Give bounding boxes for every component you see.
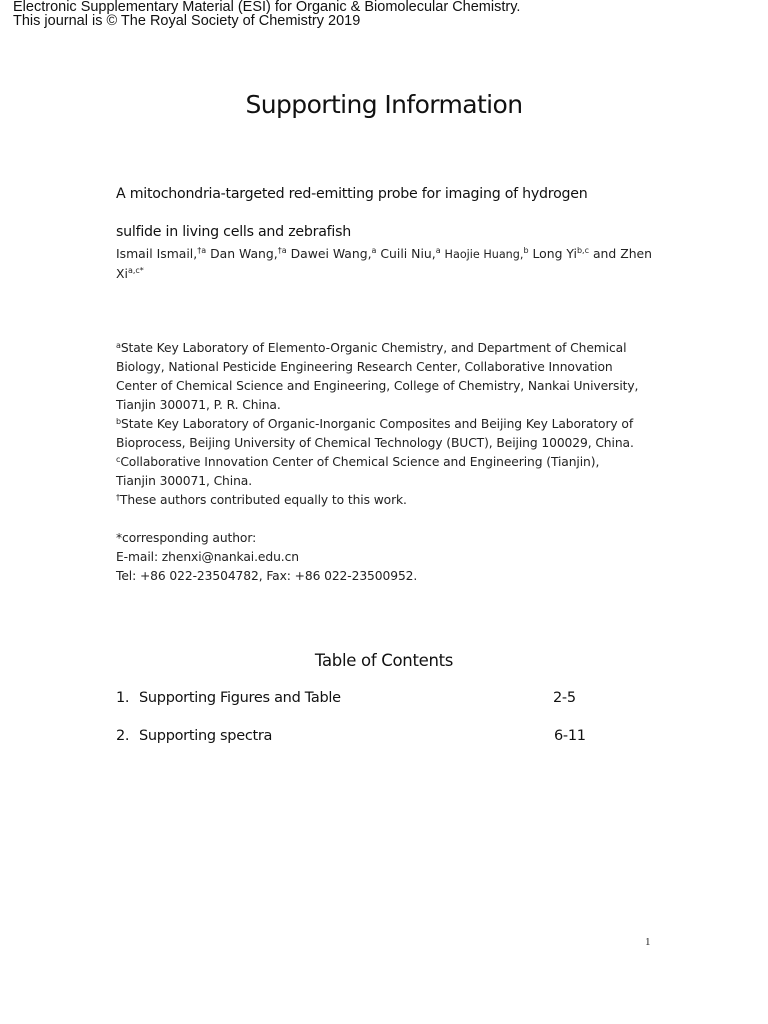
equal-contribution-text: These authors contributed equally to this work.	[119, 493, 407, 507]
toc-item-label: Supporting Figures and Table	[139, 690, 341, 706]
affiliation-mark: c	[116, 455, 121, 464]
toc-item	[116, 690, 596, 710]
esi-header-line-2: This journal is © The Royal Society of Chemistry 2019	[13, 13, 361, 29]
equal-contribution-mark: †	[116, 493, 120, 502]
affiliation-mark: b	[116, 417, 121, 426]
affiliation-line: Tianjin 300071, P. R. China.	[116, 398, 281, 412]
affiliation-line: Center of Chemical Science and Engineering, College of Chemistry, Nankai University,	[116, 379, 639, 393]
toc-item-number: 1.	[116, 690, 130, 706]
toc-item-pages: 6-11	[554, 728, 586, 744]
author-name: Cuili Niu,	[380, 246, 436, 261]
document-title: Supporting Information	[245, 90, 523, 119]
paper-title	[116, 175, 676, 251]
esi-header	[13, 0, 520, 28]
author-name: Long Yi	[532, 246, 577, 261]
author-affiliation-mark: a	[435, 246, 441, 255]
author-list	[116, 244, 656, 283]
toc-heading: Table of Contents	[314, 651, 454, 670]
author-affiliation-mark: a	[371, 246, 377, 255]
affiliation-line: Bioprocess, Beijing University of Chemical Technology (BUCT), Beijing 100029, China.	[116, 436, 634, 450]
author-affiliation-mark: †a	[277, 246, 287, 255]
equal-contribution-note	[116, 491, 666, 510]
affiliations-block	[116, 339, 666, 586]
corresponding-author-label: *corresponding author:	[116, 531, 257, 545]
affiliation-b	[116, 415, 666, 453]
author-affiliation-mark: b,c	[576, 246, 589, 255]
author-affiliation-mark: b	[523, 246, 529, 255]
corresponding-author-phone: Tel: +86 022-23504782, Fax: +86 022-23500952.	[116, 569, 418, 583]
affiliation-line: State Key Laboratory of Elemento-Organic Chemistry, and Department of Chemical	[120, 341, 627, 355]
author-name: and Zhen Xi	[116, 246, 653, 281]
author-name: Haojie Huang,	[444, 248, 524, 261]
toc-item-pages: 2-5	[553, 690, 576, 706]
affiliation-line: Tianjin 300071, China.	[116, 474, 253, 488]
esi-header-line-1: Electronic Supplementary Material (ESI) for Organic & Biomolecular Chemistry.	[13, 0, 521, 15]
paper-title-line-2: sulfide in living cells and zebrafish	[116, 224, 351, 240]
author-affiliation-mark: a,c*	[127, 266, 144, 275]
author-name: Ismail Ismail,	[116, 246, 198, 261]
toc-item-number: 2.	[116, 728, 130, 744]
affiliation-a	[116, 339, 666, 415]
toc-item-label: Supporting spectra	[139, 728, 273, 744]
affiliation-mark: a	[116, 341, 121, 350]
paper-title-line-1: A mitochondria-targeted red-emitting probe for imaging of hydrogen	[116, 186, 588, 202]
toc-item	[116, 728, 596, 748]
author-affiliation-mark: †a	[197, 246, 207, 255]
affiliation-line: Collaborative Innovation Center of Chemical Science and Engineering (Tianjin),	[120, 455, 600, 469]
page-number: 1	[645, 936, 651, 948]
affiliation-line: Biology, National Pesticide Engineering Research Center, Collaborative Innovation	[116, 360, 613, 374]
author-name: Dan Wang,	[210, 246, 278, 261]
corresponding-author-email: E-mail: zhenxi@nankai.edu.cn	[116, 550, 299, 564]
author-name: Dawei Wang,	[290, 246, 372, 261]
affiliation-c	[116, 453, 666, 491]
affiliation-line: State Key Laboratory of Organic-Inorganic Composites and Beijing Key Laboratory of	[120, 417, 634, 431]
